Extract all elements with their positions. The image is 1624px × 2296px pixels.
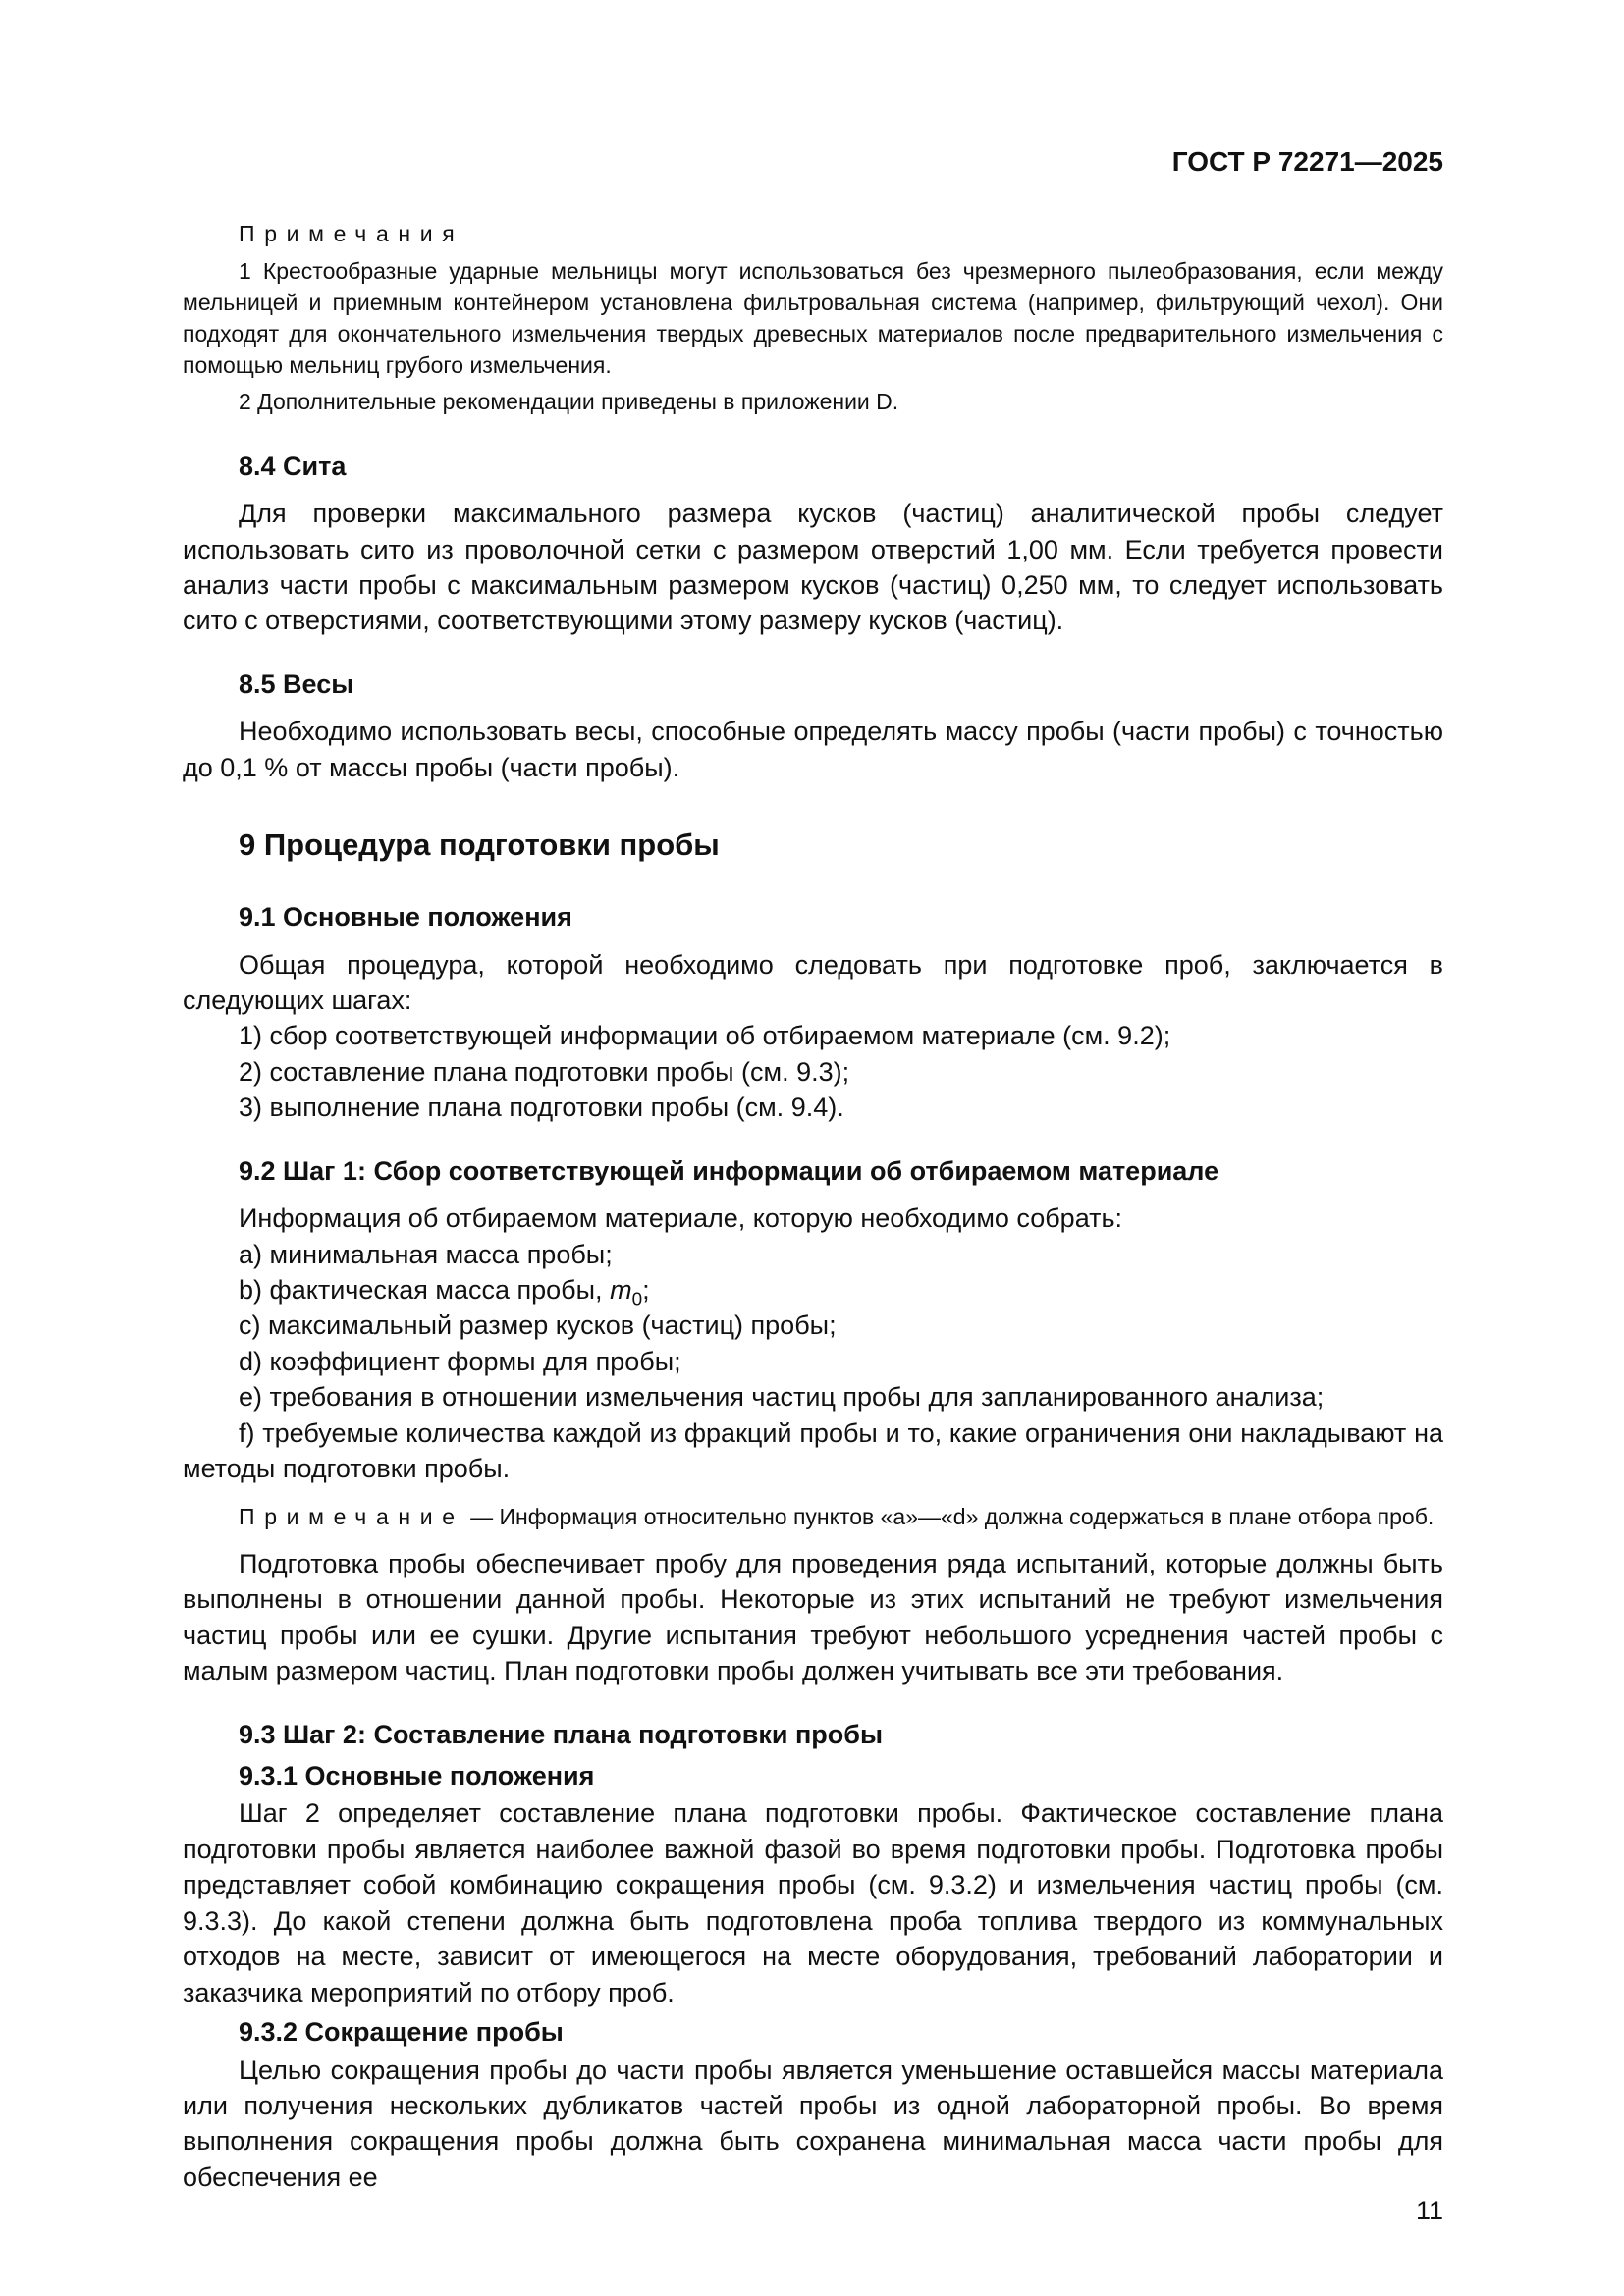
list-item-c: c) максимальный размер кусков (частиц) пробы;: [239, 1310, 837, 1341]
section-9-3-2-title: 9.3.2 Сокращение пробы: [239, 2017, 564, 2048]
list-item-f: f) требуемые количества каждой из фракций пробы и то, какие ограничения они накладывают на методы подготовки пробы.: [183, 1417, 1443, 1484]
list-item-e: e) требования в отношении измельчения частиц пробы для запланированного анализа;: [239, 1382, 1325, 1413]
section-9-3-1-paragraph: Шаг 2 определяет составление плана подготовки пробы. Фактическое составление плана подготовки пробы является наиболее важной фазой во время подготовки пробы. Подготовка пробы представляет собой комбинацию сокращения пробы (см. 9.3.2) и измельчения частиц пробы (см. 9.3.3). До какой степени должна быть подготовлена проба топлива твердого из коммунальных отходов на месте, зависит от имеющегося на месте оборудования, требований лаборатории и заказчика мероприятий по отбору проб.: [183, 1798, 1443, 2007]
section-9-2-intro: Информация об отбираемом материале, которую необходимо собрать:: [239, 1203, 1123, 1234]
list-item-b-end: ;: [642, 1275, 650, 1305]
section-9-1-intro: Общая процедура, которой необходимо следовать при подготовке проб, заключается в следующих шагах:: [183, 949, 1443, 1015]
doc-number: ГОСТ Р 72271—2025: [1171, 146, 1443, 177]
section-9-3-2-paragraph: Целью сокращения пробы до части пробы является уменьшение оставшейся массы материала или получения нескольких дубликатов частей пробы из одной лабораторной пробы. Во время выполнения сокращения пробы должна быть сохранена минимальная масса части пробы для обеспечения ее: [183, 2055, 1443, 2192]
inline-note-label: Примечание: [239, 1503, 464, 1529]
list-item-a: a) минимальная масса пробы;: [239, 1239, 613, 1269]
inline-note-text: — Информация относительно пунктов «a»—«d» должна содержаться в плане отбора проб.: [463, 1503, 1435, 1529]
list-item-d: d) коэффициент формы для пробы;: [239, 1346, 681, 1376]
note-item: 1 Крестообразные ударные мельницы могут использоваться без чрезмерного пылеобразования, если между мельницей и приемным контейнером установлена фильтровальная система (например, фильтрующий чехол). Они подходят для окончательного измельчения твердых древесных материалов после предварительного измельчения с помощью мельниц грубого измельчения.: [183, 257, 1443, 379]
section-8-5-title: 8.5 Весы: [239, 668, 354, 699]
inline-note: [183, 1501, 1443, 1532]
section-9-1-title: 9.1 Основные положения: [239, 902, 572, 933]
notes-title: Примечания: [239, 220, 464, 246]
page-footer: [183, 2195, 1443, 2226]
section-9-2-paragraph: Подготовка пробы обеспечивает пробу для проведения ряда испытаний, которые должны быть выполнены в отношении данной пробы. Некоторые из этих испытаний не требуют измельчения частиц пробы или ее сушки. Другие испытания требуют небольшого усреднения частей пробы с малым размером частиц. План подготовки пробы должен учитывать все эти требования.: [183, 1548, 1443, 1686]
subscript-zero: 0: [631, 1289, 643, 1310]
list-item-b-text: b) фактическая масса пробы,: [239, 1275, 611, 1305]
page-number: 11: [1415, 2196, 1443, 2226]
section-9-3-1-title: 9.3.1 Основные положения: [239, 1761, 595, 1790]
list-item-step-3: 3) выполнение плана подготовки пробы (см. 9.4).: [239, 1093, 844, 1123]
list-item-step-1: 1) сбор соответствующей информации об отбираемом материале (см. 9.2);: [239, 1021, 1171, 1051]
section-8-4-paragraph: Для проверки максимального размера кусков (частиц) аналитической пробы следует использовать сито из проволочной сетки с размером отверстий 1,00 мм. Если требуется провести анализ части пробы с максимальным размером кусков (частиц) 0,250 мм, то следует использовать сито с отверстиями, соответствующими этому размеру кусков (частиц).: [183, 499, 1443, 636]
note-item: 2 Дополнительные рекомендации приведены в приложении D.: [239, 388, 899, 414]
section-8-4-title: 8.4 Сита: [239, 451, 347, 481]
section-9-2-title: 9.2 Шаг 1: Сбор соответствующей информации об отбираемом материале: [239, 1155, 1219, 1186]
list-item-b: [183, 1272, 1443, 1308]
chapter-9-title: 9 Процедура подготовки пробы: [239, 828, 720, 863]
document-header: [183, 145, 1443, 179]
section-9-3-title: 9.3 Шаг 2: Составление плана подготовки пробы: [239, 1719, 884, 1749]
variable-m: m: [610, 1275, 632, 1305]
list-item-step-2: 2) составление плана подготовки пробы (см. 9.3);: [239, 1056, 850, 1087]
notes-block: [183, 218, 1443, 421]
section-8-5-paragraph: Необходимо использовать весы, способные определять массу пробы (части пробы) с точностью до 0,1 % от массы пробы (части пробы).: [183, 717, 1443, 782]
